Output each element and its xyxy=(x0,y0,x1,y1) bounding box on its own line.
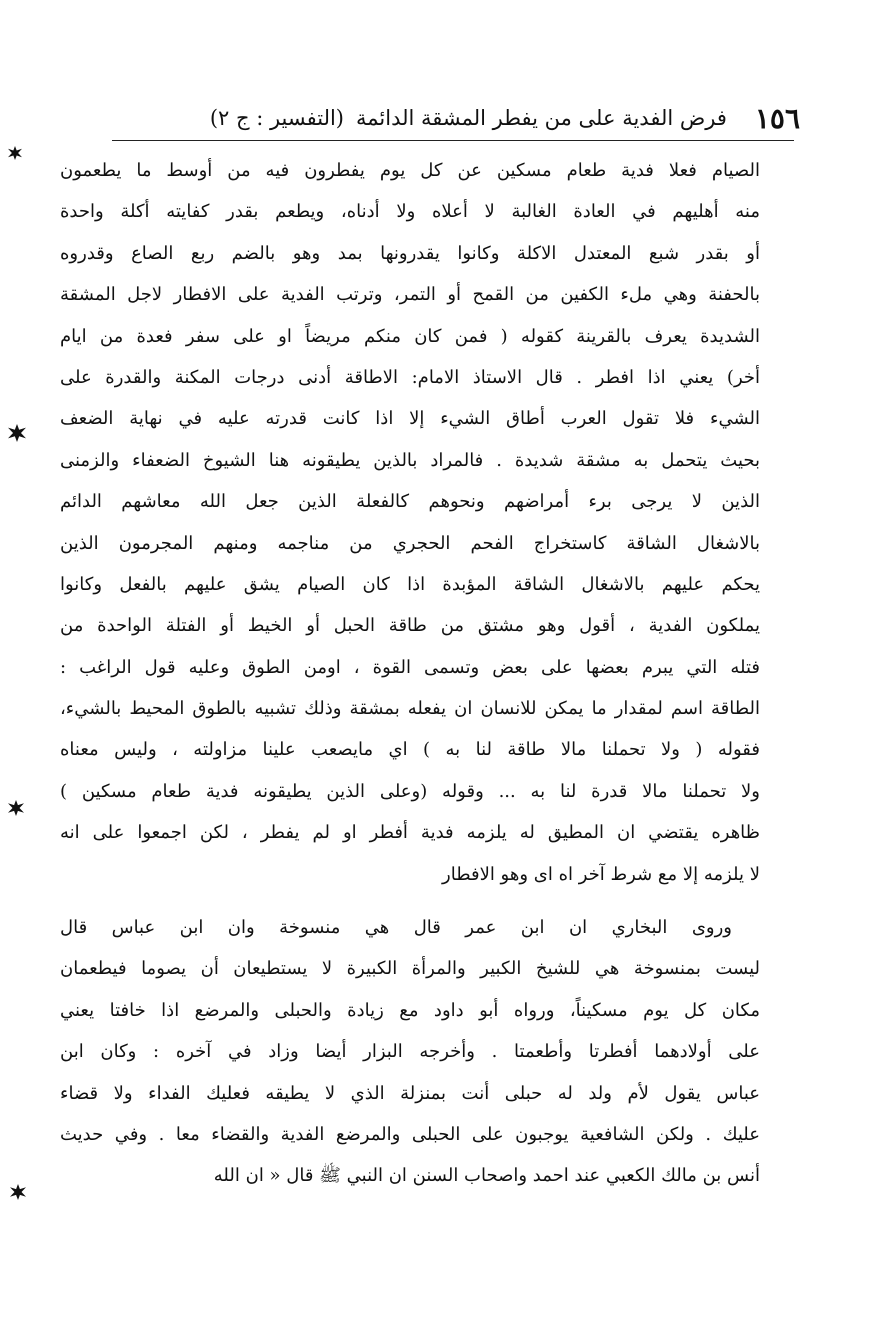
body-text xyxy=(60,150,760,1197)
running-header xyxy=(100,98,800,138)
asterisk-ornament-icon xyxy=(8,424,26,442)
text-line: الصيام فعلا فدية طعام مسكين عن كل يوم يفطرون فيه من أوسط ما يطعمون xyxy=(60,160,760,181)
text-line: الطاقة اسم لمقدار ما يمكن للانسان ان يفعله بمشقة وذلك تشبيه بالطوق المحيط بالشيء، xyxy=(60,698,760,720)
text-line: عليك . ولكن الشافعية يوجبون على الحبلى والمرضع الفدية والقضاء معا . وفي حديث xyxy=(60,1123,760,1145)
page-number: ١٥٦ xyxy=(754,101,800,135)
text-line: فقوله ( ولا تحملنا مالا طاقة لنا به ) اي مايصعب علينا مزاولته ، وليس معناه xyxy=(60,739,760,761)
text-line: أخر) يعني اذا افطر . قال الاستاذ الامام: الاطاقة أدنى درجات المكنة والقدرة على xyxy=(60,366,760,388)
text-line: لا يلزمه إلا مع شرط آخر اه اى وهو الافطار xyxy=(442,863,760,885)
text-line: بالاشغال الشاقة كاستخراج الفحم الحجري من مناجمه ومنهم المجرمون الذين xyxy=(60,532,760,554)
text-line: منه أهليهم في العادة الغالبة لا أعلاه ولا أدناه، ويطعم بقدر كفايته أكلة واحدة xyxy=(60,201,760,223)
text-line: عباس يقول لأم ولد له حبلى أنت بمنزلة الذي لا يطيقه فعليك الفداء ولا قضاء xyxy=(60,1082,760,1104)
text-line: وروى البخاري ان ابن عمر قال هي منسوخة وان ابن عباس قال xyxy=(60,917,732,939)
text-line: بالحفنة وهي ملء الكفين من القمح أو التمر، وترتب الفدية على الافطار لاجل المشقة xyxy=(60,284,760,306)
asterisk-ornament-icon xyxy=(10,1184,26,1200)
text-line: يحكم عليهم بالاشغال الشاقة المؤبدة اذا كان الصيام يشق عليهم بالفعل وكانوا xyxy=(60,573,760,595)
asterisk-ornament-icon xyxy=(8,800,24,816)
text-line: ظاهره يقتضي ان المطيق له يلزمه فدية أفطر او لم يفطر ، لكن اجمعوا على انه xyxy=(60,822,760,844)
text-line: أنس بن مالك الكعبي عند احمد واصحاب السنن ان النبي ﷺ قال « ان الله xyxy=(213,1165,760,1187)
text-line: ولا تحملنا مالا قدرة لنا به ... وقوله (وعلى الذين يطيقونه فدية طعام مسكين ) xyxy=(60,780,760,802)
text-line: الشيء فلا تقول العرب أطاق الشيء إلا اذا كانت قدرته عليه في نهاية الضعف xyxy=(60,408,760,430)
running-header-title: فرض الفدية على من يفطر المشقة الدائمة xyxy=(356,106,727,130)
header-rule xyxy=(112,140,794,141)
text-line: فتله التي يبرم بعضها على بعض وتسمى القوة ، اومن الطوق وعليه قول الراغب : xyxy=(60,656,760,678)
text-line: الشديدة يعرف بالقرينة كقوله ( فمن كان منكم مريضاً او على سفر فعدة من ايام xyxy=(60,325,760,347)
text-line: أو بقدر شبع المعتدل الاكلة وكانوا يقدرونها بمد وهو بالضم ربع الصاع وقدروه xyxy=(60,242,760,264)
asterisk-ornament-icon xyxy=(8,146,22,160)
paragraph-gap xyxy=(60,895,760,907)
text-line: الذين لا يرجى برء أمراضهم ونحوهم كالفعلة الذين جعل الله معاشهم الدائم xyxy=(60,491,760,513)
text-line: مكان كل يوم مسكيناً، ورواه أبو داود مع زيادة والحبلى والمرضع اذا خافتا يعني xyxy=(60,999,760,1021)
text-line: بحيث يتحمل به مشقة شديدة . فالمراد بالذين يطيقونه هنا الشيوخ الضعفاء والزمنى xyxy=(60,449,760,471)
text-line: على أولادهما أفطرتا وأطعمتا . وأخرجه البزار أيضا وزاد في آخره : وكان ابن xyxy=(60,1041,760,1063)
text-line: يملكون الفدية ، أقول وهو مشتق من طاقة الحبل أو الخيط أو الفتلة الواحدة من xyxy=(60,615,760,637)
text-line: ليست بمنسوخة هي للشيخ الكبير والمرأة الكبيرة لا يستطيعان أن يصوما فيطعمان xyxy=(60,958,760,980)
running-header-reference: (التفسير : ج ٢) xyxy=(209,106,344,130)
